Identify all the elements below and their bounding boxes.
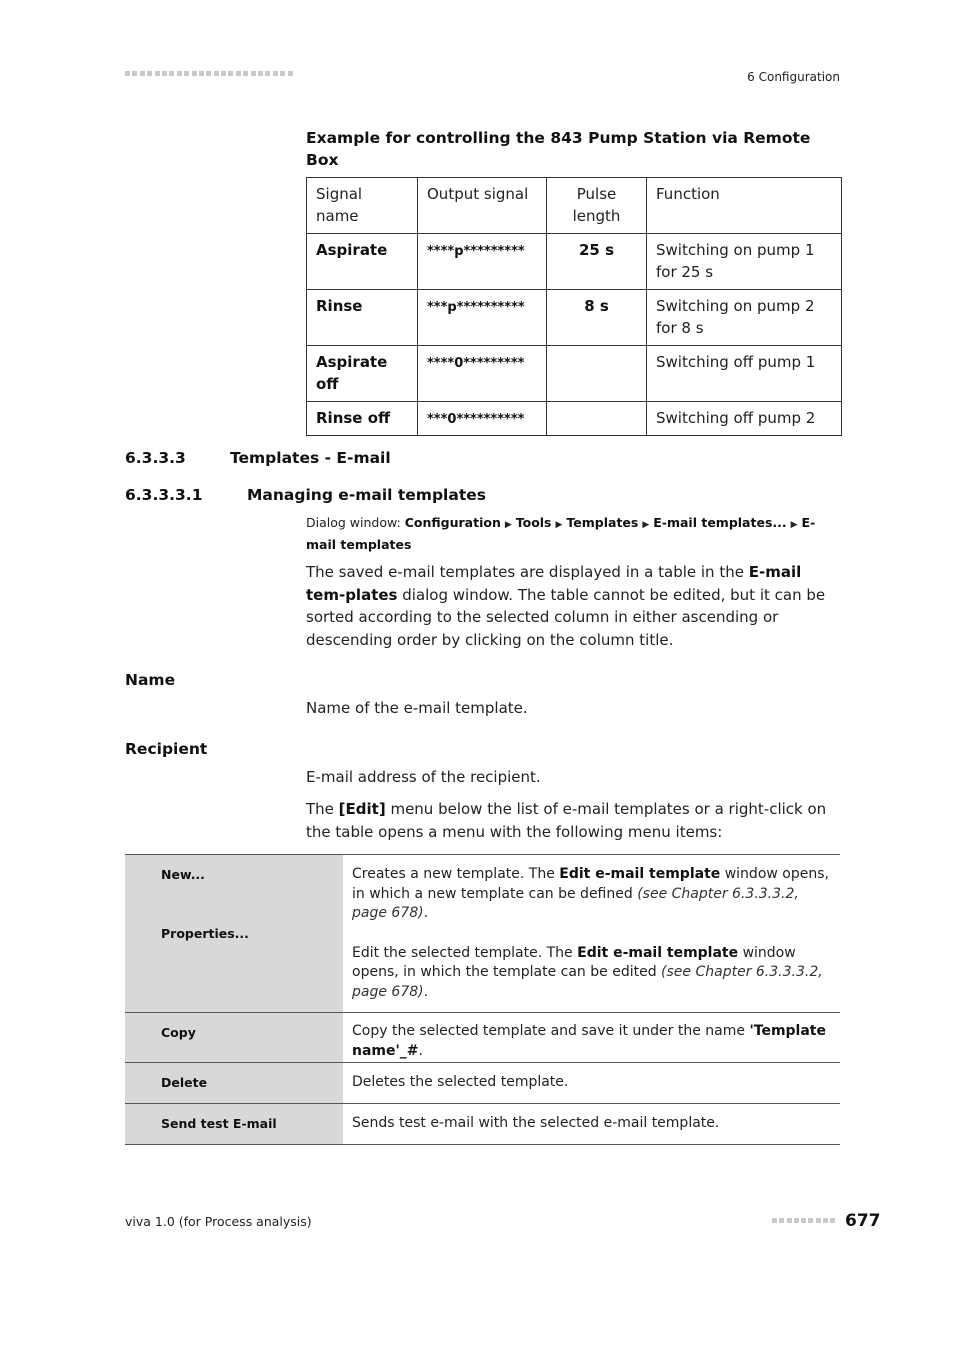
arrow-right-icon: ▶ (790, 520, 798, 530)
output-signal-cell: ****p********* (418, 234, 547, 290)
field-description-recipient: E-mail address of the recipient. (306, 768, 541, 786)
menu-label-cell (125, 855, 343, 1013)
page-number: 677 (845, 1211, 881, 1231)
table-row (125, 1013, 840, 1063)
signal-name-cell: Rinse (307, 290, 418, 346)
function-cell: Switching on pump 1 for 25 s (647, 234, 842, 290)
dialog-path-step: Configuration (404, 515, 501, 530)
dialog-path-step: Templates (566, 515, 639, 530)
window-name: Edit e-mail template (577, 944, 739, 961)
edit-menu-paragraph (306, 798, 840, 843)
function-cell: Switching off pump 2 (647, 402, 842, 436)
table-row (307, 346, 842, 402)
pulse-length-cell (547, 402, 647, 436)
pulse-length-cell: 25 s (547, 234, 647, 290)
intro-text: dialog window. The table cannot be edited, but it can be sorted according to the selected column in either ascending or descending order by clicking on the column title. (306, 585, 826, 649)
menu-description-properties: Edit the selected template. The Edit e-mail template window opens, in which the template can be edited (see Chapter 6.3.3.3.2, page 678). (352, 944, 823, 1000)
field-term-name: Name (125, 671, 176, 689)
pulse-length-cell: 8 s (547, 290, 647, 346)
example-title: Example for controlling the 843 Pump Station via Remote Box (306, 129, 811, 169)
pulse-length-cell (547, 346, 647, 402)
function-cell: Switching on pump 2 for 8 s (647, 290, 842, 346)
edit-text: The (306, 800, 339, 818)
header-decoration-dots (125, 71, 307, 80)
table-row (125, 855, 840, 1013)
dialog-path-step: E-mail templates... (653, 515, 787, 530)
menu-description-send-test: Sends test e-mail with the selected e-mail template. (343, 1104, 840, 1145)
intro-paragraph (306, 561, 840, 651)
menu-label-delete: Delete (125, 1063, 343, 1104)
intro-dialog-name: E-mail tem-plates (306, 563, 802, 604)
column-header-pulse-length: Pulse length (547, 178, 647, 234)
column-header-function: Function (647, 178, 842, 234)
menu-description-delete: Deletes the selected template. (343, 1063, 840, 1104)
header-chapter: 6 Configuration (747, 70, 840, 84)
table-row (307, 290, 842, 346)
signal-table (306, 177, 842, 436)
table-row (307, 234, 842, 290)
subsection-heading (125, 486, 486, 504)
section-number: 6.3.3.3 (125, 449, 186, 467)
menu-label-send-test: Send test E-mail (125, 1104, 343, 1145)
dialog-path-prefix: Dialog window: (306, 515, 405, 530)
dialog-path-step: E-mail templates (306, 515, 816, 552)
edit-menu-name: [Edit] (338, 800, 386, 818)
signal-name-cell: Aspirate off (307, 346, 418, 402)
chapter-reference-link[interactable]: (see Chapter 6.3.3.3.2, page 678) (352, 885, 799, 921)
field-description-name: Name of the e-mail template. (306, 699, 528, 717)
subsection-number: 6.3.3.3.1 (125, 486, 203, 504)
subsection-title: Managing e-mail templates (247, 486, 486, 504)
menu-label-properties: Properties... (161, 926, 249, 941)
chapter-reference-link[interactable]: (see Chapter 6.3.3.3.2, page 678) (352, 964, 823, 1000)
table-row (125, 1063, 840, 1104)
table-header-row (307, 178, 842, 234)
menu-label-new: New... (161, 867, 205, 882)
output-signal-cell: ***0********** (418, 402, 547, 436)
menu-description-cell (343, 855, 840, 1013)
dialog-path-step: Tools (515, 515, 552, 530)
signal-name-cell: Rinse off (307, 402, 418, 436)
footer-product: viva 1.0 (for Process analysis) (125, 1214, 312, 1229)
output-signal-cell: ****0********* (418, 346, 547, 402)
menu-description-copy: Copy the selected template and save it under the name 'Template name'_#. (343, 1013, 840, 1063)
footer-decoration-dots (772, 1218, 842, 1226)
edit-text: menu below the list of e-mail templates or a right-click on the table opens a menu with the following menu items: (306, 800, 827, 841)
section-title: Templates - E-mail (230, 449, 391, 467)
output-signal-cell: ***p********** (418, 290, 547, 346)
menu-items-table (125, 854, 840, 1145)
table-row (307, 402, 842, 436)
signal-name-cell: Aspirate (307, 234, 418, 290)
arrow-right-icon: ▶ (504, 520, 512, 530)
section-heading (125, 449, 391, 467)
window-name: Edit e-mail template (559, 866, 721, 882)
table-row (125, 1104, 840, 1145)
arrow-right-icon: ▶ (642, 520, 650, 530)
menu-label-copy: Copy (125, 1013, 343, 1063)
template-name: 'Template name'_# (352, 1023, 826, 1059)
menu-description-new: Creates a new template. The Edit e-mail template window opens, in which a new template can be defined (see Chapter 6.3.3.3.2, page 678). (352, 866, 829, 921)
arrow-right-icon: ▶ (555, 520, 563, 530)
dialog-path (306, 513, 840, 555)
column-header-signal-name: Signal name (307, 178, 418, 234)
intro-text: The saved e-mail templates are displayed in a table in the (306, 563, 749, 581)
field-term-recipient: Recipient (125, 740, 208, 758)
column-header-output-signal: Output signal (418, 178, 547, 234)
function-cell: Switching off pump 1 (647, 346, 842, 402)
